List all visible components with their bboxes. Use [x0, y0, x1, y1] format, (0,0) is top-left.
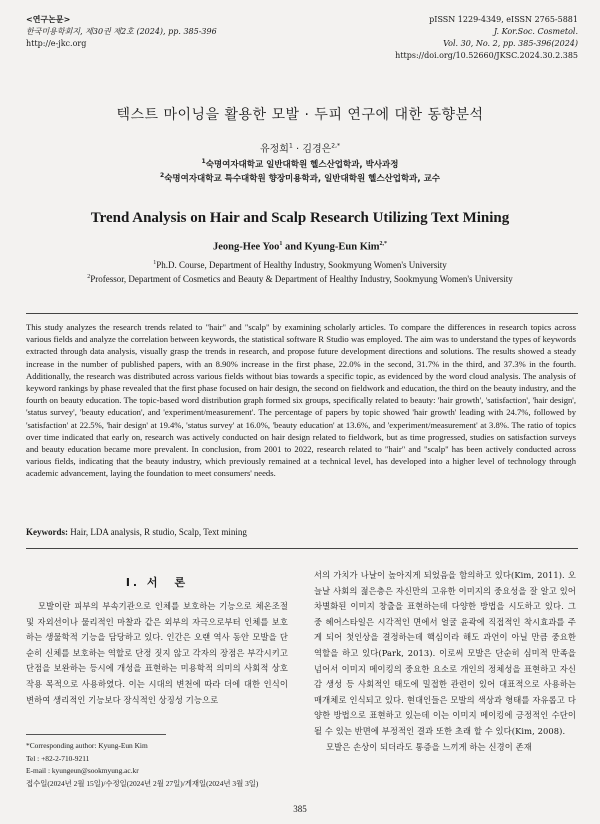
author-2-sup: 2,*	[331, 142, 341, 150]
journal-url[interactable]: http://e-jkc.org	[26, 39, 87, 48]
author-2-en: Kyung-Eun Kim	[304, 241, 380, 253]
right-column	[314, 568, 576, 755]
aff-ko-1-sup: 1	[201, 158, 206, 166]
footnote-rule	[26, 734, 166, 735]
keywords	[26, 527, 247, 537]
author-2-ko: 김경은	[302, 144, 332, 155]
left-column	[26, 599, 288, 708]
footnote-corresponding: *Corresponding author: Kyung-Eun Kim	[26, 741, 148, 750]
title-korean: 텍스트 마이닝을 활용한 모발 · 두피 연구에 대한 동향분석	[116, 107, 484, 123]
affiliation-ko-2	[0, 172, 600, 184]
affiliation-ko-1	[0, 158, 600, 170]
author-1-ko: 유정희	[259, 144, 289, 155]
author-separator: ·	[292, 144, 303, 155]
aff-en-1-text: Ph.D. Course, Department of Healthy Industry, Sookmyung Women's University	[156, 260, 447, 270]
doi-link[interactable]: https://doi.org/10.52660/JKSC.2024.30.2.385	[395, 51, 578, 60]
affiliation-en-1	[0, 260, 600, 270]
abstract: This study analyzes the research trends related to "hair" and "scalp" by examining scholarly articles. To compare the differences in research topics across various fields and analyze the correlation between keywords, the statistical software R Studio was employed. The aim was to understand the types of keywords extracted through data analysis, visually grasp the trends in research, and propose future development directions and solutions. The results showed a steady increase in the number of published papers, with an 8.90% increase in the first phase, 22.0% in the second, 31.7% in the third, and 37.3% in the fourth. Additionally, the research was distributed across various fields without bias towards a specific topic, as evidenced by the word cloud analysis. The analysis of keyword rankings by phase revealed that the first phase focused on hair design, the second on fieldwork and education, the third on the beauty industry, and the fourth on beauty education. The topic-based word distribution graph formed six groups, specifically related to beauty: 'hair growth', 'satisfaction', 'hair design', 'status survey', 'beauty education', and 'experiment/measurement'. The percentage of papers by topic showed 'hair growth' leading with 24.7%, followed by 'satisfaction' at 22.5%, 'hair design' at 19.4%, 'status survey' at 16.0%, 'beauty education' at 13.6%, and 'experiment/measurement' at 3.8%. The ratio of topics over time indicated that early on, research was actively conducted on hair design related to fieldwork, but as time progressed, studies on satisfaction surveys and beauty education became more prevalent. In conclusion, from 2001 to 2022, research related to "hair" and "scalp" has been actively conducted across various fields, indicating that the beauty industry, which previously remained at a technical level, has developed into a higher level of technology through academic advancement, laying the foundation to meet consumers' needs.	[26, 322, 576, 479]
volume-info: Vol. 30, No. 2, pp. 385-396(2024)	[443, 39, 578, 48]
right-paragraph-1: 서의 가치가 나날이 높아지게 되었음을 함의하고 있다(Kim, 2011). 오늘날 사회의 젊은층은 자신만의 고유한 이미지의 중요성을 잘 알고 있어 차별화된 이미지 창출을 표현하는데 다양한 방법을 시도하고 있다. 그 중 헤어스타일은 시각적인 면에서 얼굴 윤곽에 직접적인 착시효과를 주게 되어 첫인상을 결정하는데 핵심이라 해도 과언이 아닐 만큼 중요한 역할을 하고 있다(Park, 2013). 이로써 모발은 단순히 심미적 만족을 넘어서 이미지 메이킹의 중요한 요소로 개인의 정체성을 표현하고 자신감 생성 등 사회적인 태도에 밀접한 관련이 있어 대표적으로 사용하는 매개체로 인식되고 있다. 현대인들은 모발의 색상과 형태를 자유롭고 다양한 방법으로 표현하고 있는데 이는 이미지 메이킹에 긍정적인 수단이 될 수 있는 반면에 부정적인 결과 또한 초래 할 수 있다(Kim, 2008).	[314, 570, 576, 736]
footnote-email[interactable]: E-mail : kyungeun@sookmyung.ac.kr	[26, 766, 139, 776]
affiliation-en-2	[0, 274, 600, 284]
aff-ko-1-text: 숙명여자대학교 일반대학원 헬스산업학과, 박사과정	[205, 160, 399, 170]
aff-ko-2-text: 숙명여자대학교 특수대학원 향장미용학과, 일반대학원 헬스산업학과, 교수	[164, 174, 440, 184]
aff-en-2-sup: 2	[87, 274, 91, 280]
abstract-bottom-rule	[26, 548, 578, 549]
keywords-label: Keywords:	[26, 527, 68, 537]
footnotes	[26, 740, 258, 790]
author-1-en: Jeong-Hee Yoo	[212, 241, 280, 253]
authors-korean	[0, 140, 600, 155]
header-left	[26, 14, 217, 50]
authors-english	[0, 241, 600, 253]
header-right	[395, 14, 578, 62]
author-and: and	[282, 241, 305, 253]
aff-ko-2-sup: 2	[160, 172, 165, 180]
aff-en-1-sup: 1	[153, 260, 157, 266]
abstract-top-rule	[26, 313, 578, 314]
section-heading-introduction: I. 서 론	[125, 576, 189, 589]
author-1-en-sup: 1	[279, 241, 283, 247]
title-english: Trend Analysis on Hair and Scalp Research Utilizing Text Mining	[90, 210, 510, 226]
footnote-tel: Tel : +82-2-710-9211	[26, 753, 90, 763]
footnote-dates: 접수일(2024년 2월 15일)/수정일(2024년 2월 27일)/게재일(2024년 3월 3일)	[26, 778, 259, 788]
category-tag: <연구논문>	[26, 15, 71, 24]
journal-en: J. Kor.Soc. Cosmetol.	[493, 27, 578, 36]
right-paragraph-2: 모발은 손상이 되더라도 통증을 느끼게 하는 신경이 존재	[326, 741, 532, 752]
left-paragraph-1: 모발이란 피부의 부속기관으로 인체를 보호하는 기능으로 체온조절 및 자외선이나 물리적인 마찰과 같은 외부의 자극으로부터 인체를 보호하는 생물학적 기능을 담당하고 있다. 인간은 오랜 역사 동안 모발을 단순히 신체를 보호하는 역할로 단정 짓지 않고 각자의 장점은 부각시키고 단점을 보완하는 등시에 개성을 표현하는 미용학적 의미의 사회적 상호작용 목적으로 사용하였다. 이는 시대의 변천에 따라 더에 대한 인식이 변하여 생리적인 기능보다 장식적인 상징성 기능으로	[26, 601, 288, 705]
page-number: 385	[293, 804, 307, 814]
author-1-sup: 1	[288, 142, 293, 150]
issn: pISSN 1229-4349, eISSN 2765-5881	[429, 15, 578, 24]
author-2-en-sup: 2,*	[379, 241, 388, 247]
journal-ko: 한국미용학회지, 제30권 제2호 (2024), pp. 385-396	[26, 27, 217, 36]
aff-en-2-text: Professor, Department of Cosmetics and Beauty & Department of Healthy Industry, Sookmyung Women's University	[90, 274, 513, 284]
keywords-text: Hair, LDA analysis, R studio, Scalp, Text mining	[68, 527, 247, 537]
